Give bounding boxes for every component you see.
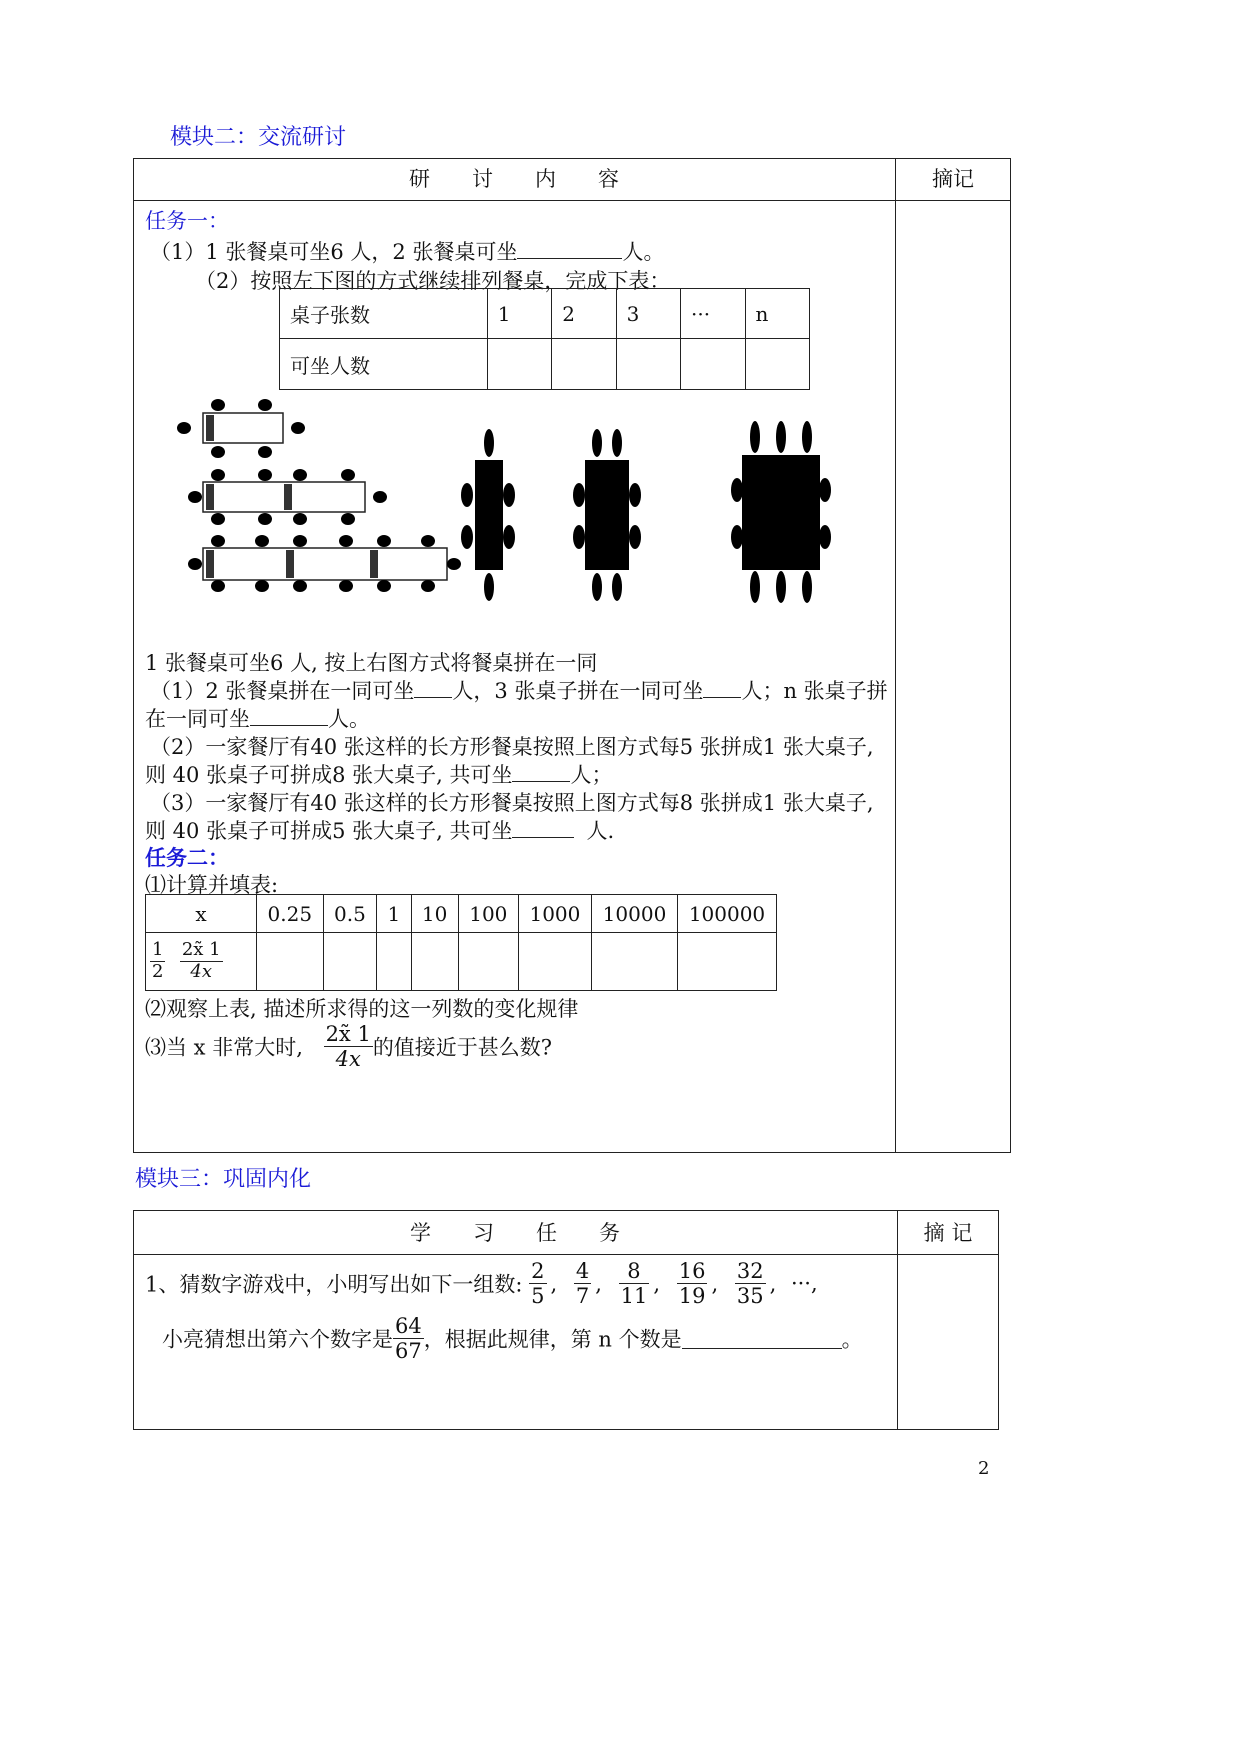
task2-title: 任务二： (145, 845, 229, 870)
q1-line2-text: 小亮猜想出第六个数字是 (162, 1327, 393, 1352)
comma: , (769, 1271, 777, 1296)
fraction-item (735, 1259, 766, 1308)
answer-blank[interactable] (517, 238, 622, 259)
comma: , (711, 1271, 719, 1296)
answer-cell[interactable] (257, 933, 324, 991)
fraction-item (619, 1259, 650, 1308)
q1-line2-end: 。 (841, 1327, 863, 1352)
table-cell: 0.25 (257, 895, 324, 933)
task1-q1-suffix: 人。 (622, 240, 665, 264)
answer-blank[interactable] (682, 1328, 842, 1349)
q1-text: 1、猜数字游戏中，小明写出如下一组数: (145, 1272, 523, 1297)
answer-cell[interactable] (677, 933, 776, 991)
fraction-num: 1 (152, 939, 164, 961)
notes-divider (895, 158, 896, 1153)
comma: , (653, 1271, 661, 1296)
answer-cell[interactable] (591, 933, 677, 991)
fraction-den: 5 (531, 1284, 545, 1309)
calc-table (145, 894, 777, 991)
table-cell: ··· (681, 289, 746, 339)
fraction-den: 4x (190, 961, 212, 982)
table-cell: 100 (458, 895, 518, 933)
task1-p5 (145, 759, 612, 789)
task1-p3 (145, 703, 370, 733)
task1-p7 (145, 815, 614, 845)
table-cell: 10 (411, 895, 458, 933)
answer-blank[interactable] (512, 817, 574, 838)
module2-title: 模块二：交流研讨 (170, 125, 347, 150)
content-header: 研 讨 内 容 (409, 167, 619, 191)
answer-cell[interactable] (458, 933, 518, 991)
fraction-num: 2x̃ 1 (325, 1022, 371, 1046)
fraction-den: 7 (575, 1284, 590, 1309)
fraction-item (574, 1259, 591, 1308)
task2-q2: ⑵观察上表, 描述所求得的这一列数的变化规律 (145, 997, 579, 1021)
table-cell: 2 (552, 289, 616, 339)
task2-q3-text: 的值接近于甚么数? (372, 1035, 553, 1060)
answer-cell[interactable] (411, 933, 458, 991)
answer-cell[interactable] (745, 339, 809, 390)
task2-q1: ⑴计算并填表: (145, 873, 279, 897)
module3-title: 模块三：巩固内化 (135, 1167, 312, 1192)
fraction-num: 2 (531, 1259, 545, 1283)
module3-q1 (145, 1259, 818, 1313)
table-cell: n (745, 289, 809, 339)
fraction-den: 67 (395, 1339, 422, 1364)
fraction-num: 8 (619, 1259, 650, 1284)
answer-cell[interactable] (681, 339, 746, 390)
comma: , (595, 1271, 602, 1296)
answer-cell[interactable] (377, 933, 411, 991)
task1-p4: （2）一家餐厅有40 张这样的长方形餐桌按照上图方式每5 张拼成1 张大桌子, (150, 735, 874, 759)
fraction-den: 35 (736, 1284, 764, 1309)
answer-cell[interactable] (552, 339, 616, 390)
task1-q1 (150, 236, 664, 266)
notes-header: 摘 记 (923, 1221, 973, 1245)
task1-p2-text: 人；n 张桌子拼 (741, 679, 888, 703)
fraction-den: 11 (620, 1284, 648, 1309)
task1-p3-text: 在一同可坐 (145, 707, 250, 731)
task1-q2: （2）按照左下图的方式继续排列餐桌，完成下表： (195, 269, 671, 293)
expression-cell (146, 933, 257, 991)
tables-count-table (279, 288, 810, 390)
table-cell: 10000 (591, 895, 677, 933)
x-label: x (146, 895, 257, 933)
left-tables-illustration (170, 395, 470, 595)
fraction-den: 4x (335, 1047, 361, 1072)
answer-cell[interactable] (518, 933, 591, 991)
table-cell: 3 (616, 289, 680, 339)
header-divider (133, 200, 1011, 201)
page-number: 2 (978, 1458, 990, 1479)
task1-p7-text: 人. (586, 819, 615, 843)
task1-p1: 1 张餐桌可坐6 人, 按上右图方式将餐桌拼在一同 (145, 651, 598, 675)
fraction-num: 4 (575, 1259, 590, 1283)
module3-q1-line2 (162, 1314, 863, 1370)
table-cell: 1 (377, 895, 411, 933)
answer-blank[interactable] (512, 761, 570, 782)
task1-p2-text: 人，3 张桌子拼在一同可坐 (452, 679, 704, 703)
table-cell: 100000 (677, 895, 776, 933)
answer-blank[interactable] (703, 677, 741, 698)
fraction-den: 19 (678, 1284, 706, 1309)
q1-line2-text: ，根据此规律，第 n 个数是 (423, 1327, 682, 1352)
task2-q3-text: ⑶当 x 非常大时, (145, 1035, 303, 1060)
fraction-num: 32 (736, 1259, 764, 1283)
content-header: 学 习 任 务 (410, 1221, 620, 1245)
task1-p7-text: 则 40 张桌子可拼成5 张大桌子, 共可坐 (145, 819, 513, 843)
comma: , (550, 1271, 558, 1296)
task1-p2 (150, 675, 888, 705)
task1-p5-text: 人； (570, 763, 613, 787)
task1-q1-text: （1）1 张餐桌可坐6 人，2 张餐桌可坐 (150, 240, 518, 264)
table-cell: 1000 (518, 895, 591, 933)
fraction-item (529, 1259, 546, 1308)
ellipsis: ···, (790, 1271, 818, 1296)
answer-cell[interactable] (323, 933, 377, 991)
answer-cell[interactable] (487, 339, 551, 390)
row-label-tables: 桌子张数 (280, 289, 488, 339)
sixth-fraction (393, 1314, 424, 1363)
task1-p6: （3）一家餐厅有40 张这样的长方形餐桌按照上图方式每8 张拼成1 张大桌子, (150, 791, 874, 815)
notes-header: 摘记 (932, 167, 974, 191)
right-tables-illustration (455, 415, 840, 605)
expr-left-fraction (150, 940, 165, 982)
expr-fraction (180, 940, 223, 982)
task1-p2-text: （1）2 张餐桌拼在一同可坐 (150, 679, 415, 703)
header-divider (133, 1254, 999, 1255)
task1-title: 任务一： (145, 209, 229, 233)
row-label-seats: 可坐人数 (280, 339, 488, 390)
task2-q3 (145, 1022, 552, 1076)
table-cell: 1 (487, 289, 551, 339)
fraction-num: 2x̃ 1 (181, 939, 221, 961)
answer-blank[interactable] (250, 705, 328, 726)
table-cell: 0.5 (323, 895, 377, 933)
q3-fraction (324, 1022, 373, 1071)
answer-cell[interactable] (616, 339, 680, 390)
fraction-item (677, 1259, 708, 1308)
fraction-num: 16 (678, 1259, 706, 1283)
answer-blank[interactable] (414, 677, 452, 698)
fraction-num: 64 (395, 1314, 422, 1338)
fraction-den: 2 (152, 961, 164, 982)
task1-p5-text: 则 40 张桌子可拼成8 张大桌子, 共可坐 (145, 763, 513, 787)
task1-p3-text: 人。 (328, 707, 370, 731)
